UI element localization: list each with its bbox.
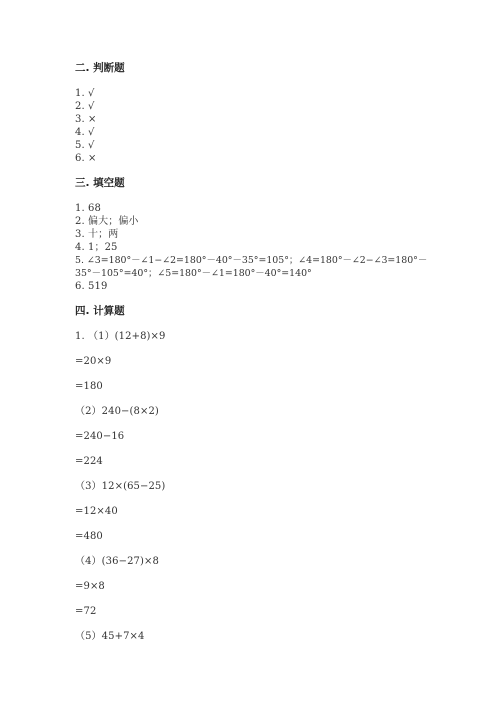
- judgment-answer-6: 6. ×: [75, 153, 97, 164]
- calc-line: （4）(36−27)×8: [75, 556, 159, 567]
- fill-answer-5-line-1: 5. ∠3=180°－∠1−∠2=180°－40°－35°=105°；∠4=180°－∠2−∠3=180°－: [75, 255, 428, 266]
- calc-line: =20×9: [75, 356, 112, 367]
- calc-line: （5）45+7×4: [75, 631, 145, 642]
- section-heading-calculation: 四. 计算题: [75, 305, 125, 317]
- fill-answer-4: 4. 1；25: [75, 242, 118, 253]
- calc-line: =72: [75, 606, 97, 617]
- fill-answer-6: 6. 519: [75, 281, 108, 292]
- calc-line: =12×40: [75, 506, 118, 517]
- section-heading-judgment: 二. 判断题: [75, 62, 125, 74]
- calc-line: 1. （1）(12+8)×9: [75, 331, 166, 342]
- calc-line: =224: [75, 456, 103, 467]
- judgment-answer-2: 2. √: [75, 101, 95, 112]
- calc-line: =9×8: [75, 581, 105, 592]
- section-heading-fill-blank: 三. 填空题: [75, 177, 125, 189]
- calc-line: （2）240−(8×2): [75, 406, 159, 417]
- fill-answer-1: 1. 68: [75, 203, 101, 214]
- fill-answer-2: 2. 偏大；偏小: [75, 216, 139, 227]
- calc-line: =480: [75, 531, 103, 542]
- judgment-answer-3: 3. ×: [75, 114, 97, 125]
- fill-answer-3: 3. 十；两: [75, 229, 119, 240]
- judgment-answer-1: 1. √: [75, 88, 95, 99]
- calc-line: =180: [75, 381, 103, 392]
- calc-line: =240−16: [75, 431, 125, 442]
- judgment-answer-5: 5. √: [75, 140, 95, 151]
- calc-line: （3）12×(65−25): [75, 481, 166, 492]
- judgment-answer-4: 4. √: [75, 127, 95, 138]
- fill-answer-5-line-2: 35°－105°=40°；∠5=180°－∠1=180°－40°=140°: [75, 268, 312, 279]
